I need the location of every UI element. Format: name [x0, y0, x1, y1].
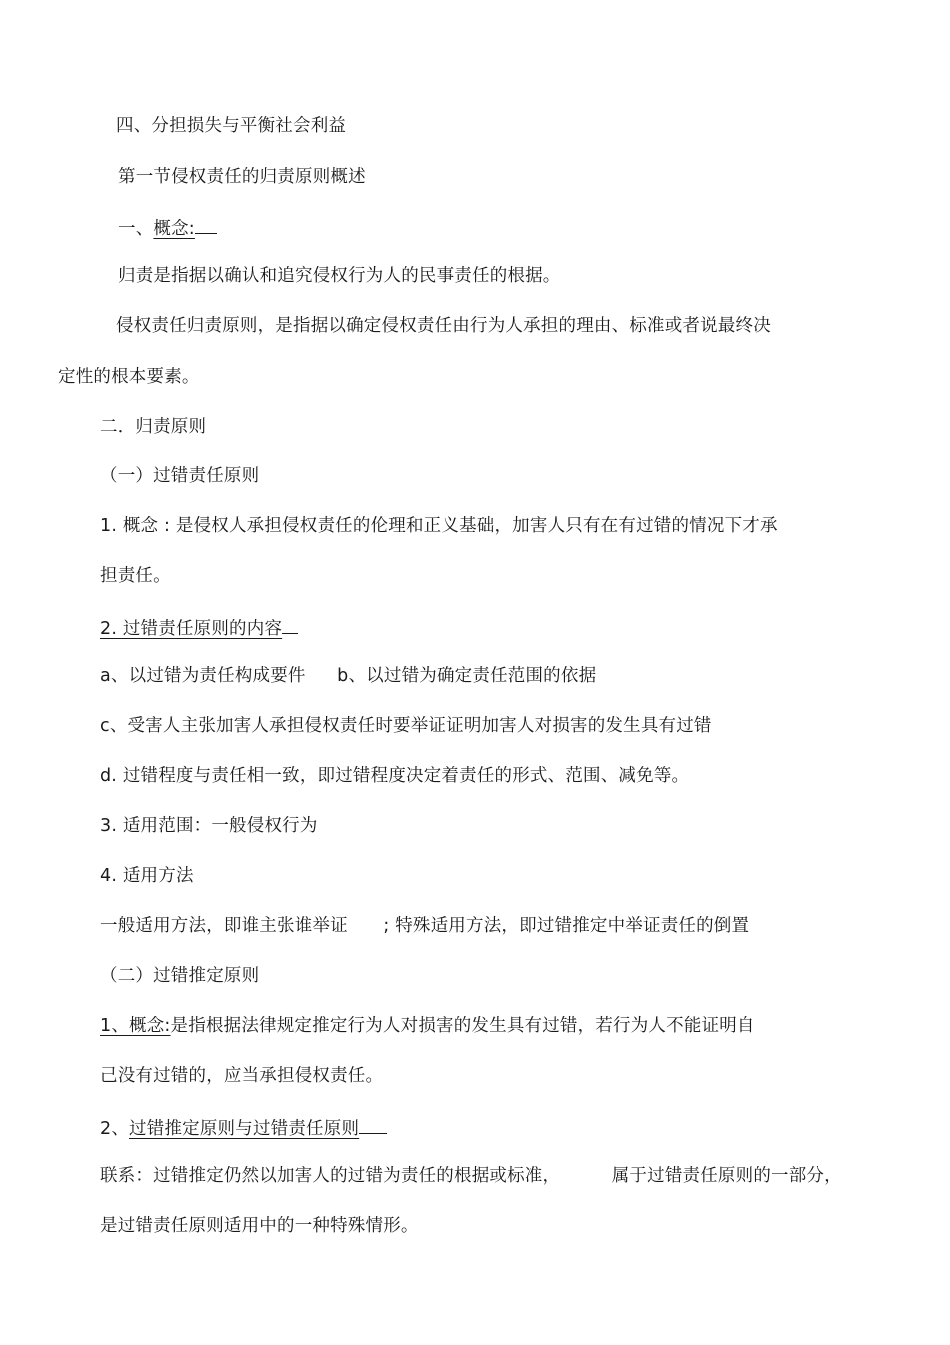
underline-blank: [359, 1115, 387, 1134]
concept-prefix: 一、: [118, 219, 154, 239]
paragraph-text: 归责是指据以确认和追究侵权行为人的民事责任的根据。: [118, 266, 561, 286]
concept-text: 是指根据法律规定推定行为人对损害的发生具有过错，若行为人不能证明自: [170, 1016, 755, 1036]
item-c: [100, 715, 712, 737]
relation-text-b: 属于过错责任原则的一部分，: [611, 1166, 842, 1186]
item-prefix: 2、: [100, 1119, 130, 1139]
presumed-concept: [100, 1015, 755, 1037]
item-3-scope: [100, 815, 318, 837]
section-heading-four: [116, 115, 346, 137]
underline-blank: [195, 215, 217, 234]
item-heading-text: 过错推定原则与过错责任原则: [129, 1119, 360, 1139]
paragraph-text: 侵权责任归责原则，是指据以确定侵权责任由行为人承担的理由、标准或者说最终决: [116, 316, 771, 336]
item-text: 担责任。: [100, 566, 171, 586]
item-1-concept-cont: [100, 565, 171, 587]
concept-heading: [118, 215, 217, 240]
item-a-text: a、以过错为责任构成要件: [100, 666, 306, 686]
relation-text-a: 联系：过错推定仍然以加害人的过错为责任的根据或标准，: [100, 1166, 561, 1186]
heading-text: （二）过错推定原则: [100, 966, 260, 986]
concept-label: 概念:: [153, 219, 195, 239]
item-b-text: b、以过错为确定责任范围的依据: [337, 666, 597, 686]
subsection-fault-liability: [100, 465, 259, 487]
presumed-vs-fault-heading: [100, 1115, 387, 1140]
paragraph-attribution-definition: [118, 265, 561, 287]
presumed-concept-cont: [100, 1065, 383, 1087]
item-heading-text: 2. 过错责任原则的内容: [100, 619, 283, 639]
underline-blank: [282, 615, 298, 634]
item-text: c、受害人主张加害人承担侵权责任时要举证证明加害人对损害的发生具有过错: [100, 716, 712, 736]
special-method-text: ; 特殊适用方法，即过错推定中举证责任的倒置: [383, 916, 750, 936]
item-text: 3. 适用范围：一般侵权行为: [100, 816, 318, 836]
concept-text: 己没有过错的，应当承担侵权责任。: [100, 1066, 384, 1086]
general-method-text: 一般适用方法，即谁主张谁举证: [100, 916, 348, 936]
item-text: d. 过错程度与责任相一致，即过错程度决定着责任的形式、范围、减免等。: [100, 766, 690, 786]
paragraph-principle-definition: [116, 315, 771, 337]
item-d: [100, 765, 689, 787]
item-text: 1. 概念 : 是侵权人承担侵权责任的伦理和正义基础，加害人只有在有过错的情况下才承: [100, 516, 778, 536]
concept-label: 1、概念:: [100, 1016, 171, 1036]
subsection-presumed-fault: [100, 965, 259, 987]
paragraph-principle-definition-cont: [58, 366, 200, 388]
relation-paragraph-cont: [100, 1215, 419, 1237]
heading-text: （一）过错责任原则: [100, 466, 260, 486]
chapter-title-text: 第一节侵权责任的归责原则概述: [118, 167, 366, 187]
relation-paragraph: [100, 1165, 842, 1187]
heading-text: 二．归责原则: [100, 417, 207, 437]
chapter-title: [118, 166, 366, 188]
item-a-b: [100, 665, 596, 687]
heading-text: 四、分担损失与平衡社会利益: [116, 116, 347, 136]
item-4-method: [100, 865, 194, 887]
section-heading-two: [100, 416, 206, 438]
method-details: [100, 915, 749, 937]
item-1-concept: [100, 515, 778, 537]
item-2-content-heading: [100, 615, 298, 640]
item-text: 4. 适用方法: [100, 866, 194, 886]
relation-text: 是过错责任原则适用中的一种特殊情形。: [100, 1216, 419, 1236]
paragraph-text: 定性的根本要素。: [58, 367, 200, 387]
